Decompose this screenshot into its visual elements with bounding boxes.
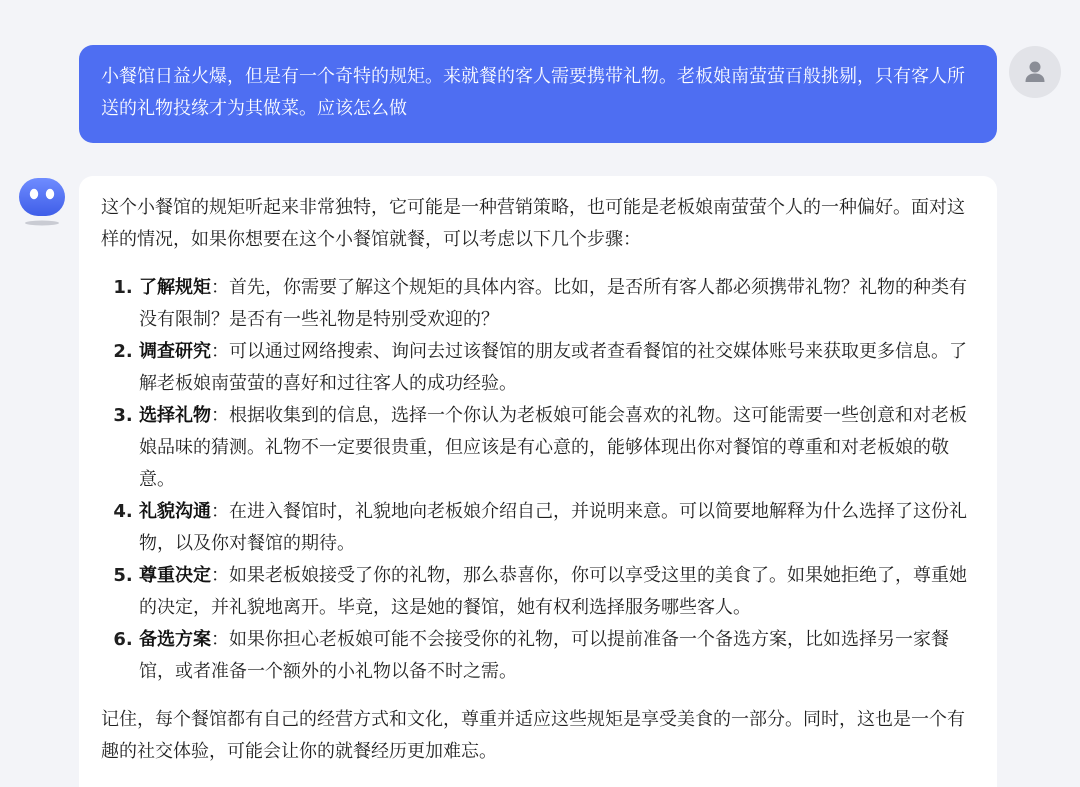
step-title: 尊重决定 — [139, 565, 211, 586]
user-message-bubble — [79, 45, 997, 143]
assistant-message-bubble — [79, 176, 997, 787]
step-title: 了解规矩 — [139, 277, 211, 298]
list-item — [139, 496, 975, 560]
step-text: ：可以通过网络搜索、询问去过该餐馆的朋友或者查看餐馆的社交媒体账号来获取更多信息。了解老板娘南萤萤的喜好和过往客人的成功经验。 — [139, 341, 967, 394]
list-item — [139, 400, 975, 496]
step-text: ：如果老板娘接受了你的礼物，那么恭喜你，你可以享受这里的美食了。如果她拒绝了，尊重她的决定，并礼貌地离开。毕竟，这是她的餐馆，她有权利选择服务哪些客人。 — [139, 565, 967, 618]
robot-face-icon — [18, 176, 66, 228]
assistant-intro: 这个小餐馆的规矩听起来非常独特，它可能是一种营销策略，也可能是老板娘南萤萤个人的一种偏好。面对这样的情况，如果你想要在这个小餐馆就餐，可以考虑以下几个步骤： — [101, 197, 965, 250]
step-title: 选择礼物 — [139, 405, 211, 426]
steps-list — [101, 272, 975, 688]
step-title: 备选方案 — [139, 629, 211, 650]
list-item — [139, 272, 975, 336]
user-avatar[interactable] — [1009, 46, 1061, 98]
list-item — [139, 336, 975, 400]
step-text: ：如果你担心老板娘可能不会接受你的礼物，可以提前准备一个备选方案，比如选择另一家餐馆，或者准备一个额外的小礼物以备不时之需。 — [139, 629, 949, 682]
step-title: 调查研究 — [139, 341, 211, 362]
assistant-avatar — [18, 176, 66, 228]
list-item — [139, 624, 975, 688]
step-title: 礼貌沟通 — [139, 501, 211, 522]
step-text: ：在进入餐馆时，礼貌地向老板娘介绍自己，并说明来意。可以简要地解释为什么选择了这份礼物，以及你对餐馆的期待。 — [139, 501, 967, 554]
step-text: ：首先，你需要了解这个规矩的具体内容。比如，是否所有客人都必须携带礼物？礼物的种类有没有限制？是否有一些礼物是特别受欢迎的？ — [139, 277, 967, 330]
list-item — [139, 560, 975, 624]
person-icon — [1024, 60, 1046, 84]
assistant-conclusion: 记住，每个餐馆都有自己的经营方式和文化，尊重并适应这些规矩是享受美食的一部分。同时，这也是一个有趣的社交体验，可能会让你的就餐经历更加难忘。 — [101, 709, 965, 762]
user-message-text: 小餐馆日益火爆，但是有一个奇特的规矩。来就餐的客人需要携带礼物。老板娘南萤萤百般挑剔，只有客人所送的礼物投缘才为其做菜。应该怎么做 — [101, 66, 965, 119]
step-text: ：根据收集到的信息，选择一个你认为老板娘可能会喜欢的礼物。这可能需要一些创意和对老板娘品味的猜测。礼物不一定要很贵重，但应该是有心意的，能够体现出你对餐馆的尊重和对老板娘的敬意。 — [139, 405, 967, 490]
